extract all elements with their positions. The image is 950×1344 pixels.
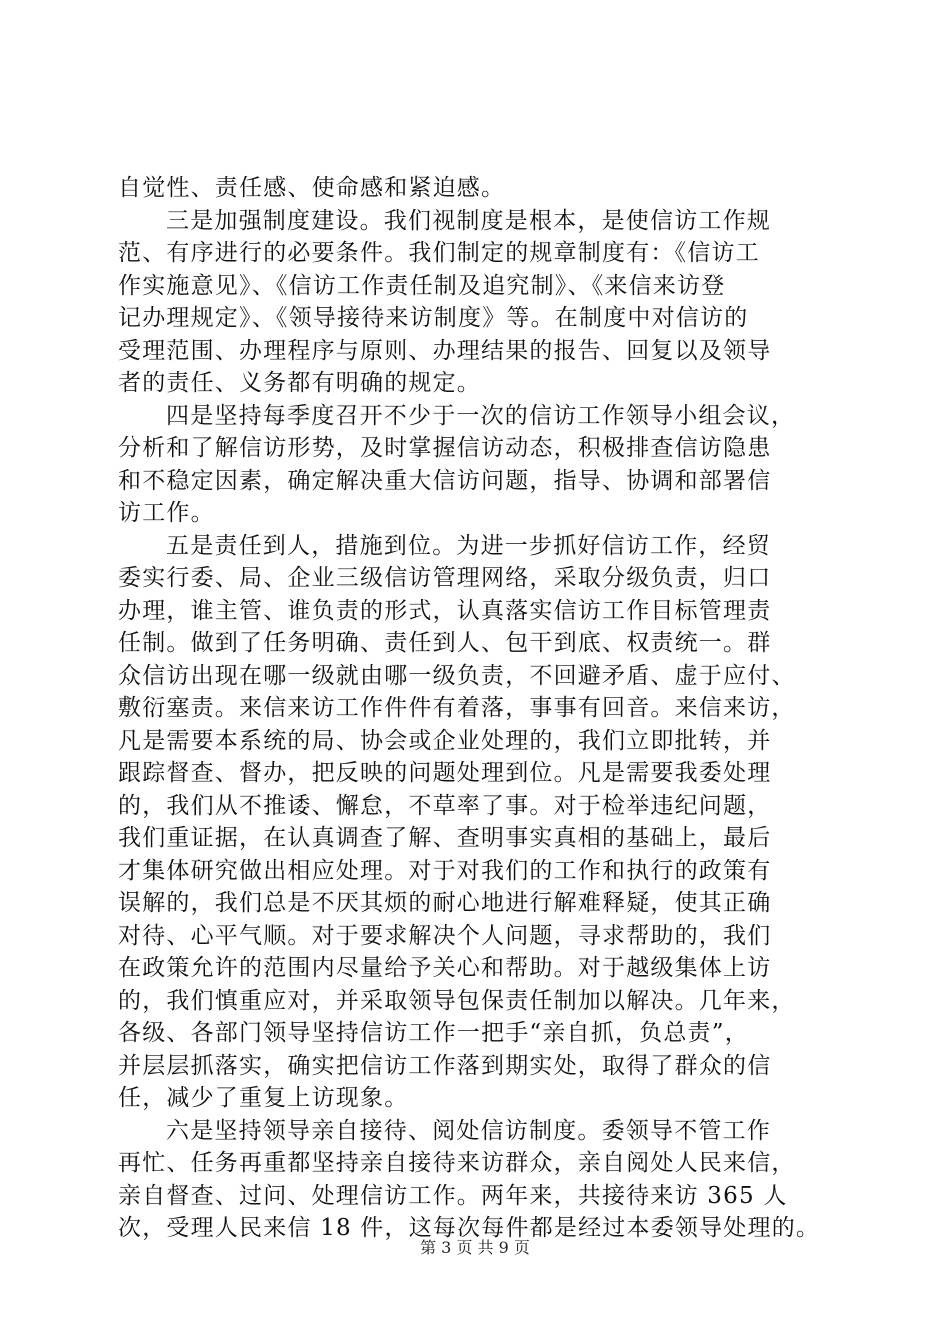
text-line: 敷衍塞责。来信来访工作件件有着落，事事有回音。来信来访， (118, 695, 796, 721)
paragraph-first-line: 五是责任到人，措施到位。为进一步抓好信访工作，经贸 (166, 532, 771, 559)
paragraph-first-line: 三是加强制度建设。我们视制度是根本，是使信访工作规 (166, 207, 771, 234)
text-line: 和不稳定因素，确定解决重大信访问题，指导、协调和部署信 (118, 467, 772, 494)
page-footer: 第 3 页 共 9 页 (420, 1238, 530, 1257)
text-line: 在政策允许的范围内尽量给予关心和帮助。对于越级集体上访 (118, 955, 772, 981)
text-line: 众信访出现在哪一级就由哪一级负责，不回避矛盾、虚于应付、 (118, 662, 796, 689)
text-line: 作实施意见》、《信访工作责任制及追究制》、《来信来访登 (118, 272, 726, 299)
text-line: 的，我们从不推诿、懈怠，不草率了事。对于检举违纪问题， (118, 792, 772, 819)
text-line: 次，受理人民来信 18 件，这每次每件都是经过本委领导处理的。 (118, 1215, 821, 1241)
text-line: 办理，谁主管、谁负责的形式，认真落实信访工作目标管理责 (118, 597, 772, 624)
text-line: 访工作。 (118, 500, 215, 526)
paragraph-first-line: 四是坚持每季度召开不少于一次的信访工作领导小组会议， (166, 402, 796, 429)
document-body (118, 172, 834, 1245)
paragraph-first-line: 六是坚持领导亲自接待、阅处信访制度。委领导不管工作 (166, 1117, 771, 1144)
text-line: 并层层抓落实，确实把信访工作落到期实处，取得了群众的信 (118, 1052, 772, 1079)
text-line: 亲自督查、过问、处理信访工作。两年来，共接待来访 365 人 (118, 1182, 788, 1209)
text-line: 凡是需要本系统的局、协会或企业处理的，我们立即批转，并 (118, 727, 772, 754)
text-line: 的，我们慎重应对，并采取领导包保责任制加以解决。几年来， (118, 987, 796, 1014)
text-line: 跟踪督查、督办，把反映的问题处理到位。凡是需要我委处理 (118, 760, 772, 786)
text-line: 受理范围、办理程序与原则、办理结果的报告、回复以及领导 (118, 337, 772, 364)
text-line: 误解的，我们总是不厌其烦的耐心地进行解难释疑，使其正确 (118, 890, 772, 916)
text-line: 范、有序进行的必要条件。我们制定的规章制度有：《信访工 (118, 240, 760, 266)
text-line: 任，减少了重复上访现象。 (118, 1085, 409, 1111)
text-line: 委实行委、局、企业三级信访管理网络，采取分级负责，归口 (118, 565, 772, 591)
text-line: 我们重证据，在认真调查了解、查明事实真相的基础上，最后 (118, 825, 772, 851)
text-line: 各级、各部门领导坚持信访工作一把手“亲自抓，负总责”， (118, 1020, 749, 1046)
text-line: 再忙、任务再重都坚持亲自接待来访群众，亲自阅处人民来信， (118, 1150, 796, 1176)
text-line: 分析和了解信访形势，及时掌握信访动态，积极排查信访隐患 (118, 435, 772, 461)
text-line: 对待、心平气顺。对于要求解决个人问题，寻求帮助的，我们 (118, 922, 772, 949)
text-line: 者的责任、义务都有明确的规定。 (118, 370, 481, 396)
text-line: 才集体研究做出相应处理。对于对我们的工作和执行的政策有 (118, 857, 772, 884)
text-line: 任制。做到了任务明确、责任到人、包干到底、权责统一。群 (118, 630, 772, 656)
text-line: 自觉性、责任感、使命感和紧迫感。 (118, 175, 506, 201)
text-line: 记办理规定》、《领导接待来访制度》等。在制度中对信访的 (118, 305, 749, 331)
